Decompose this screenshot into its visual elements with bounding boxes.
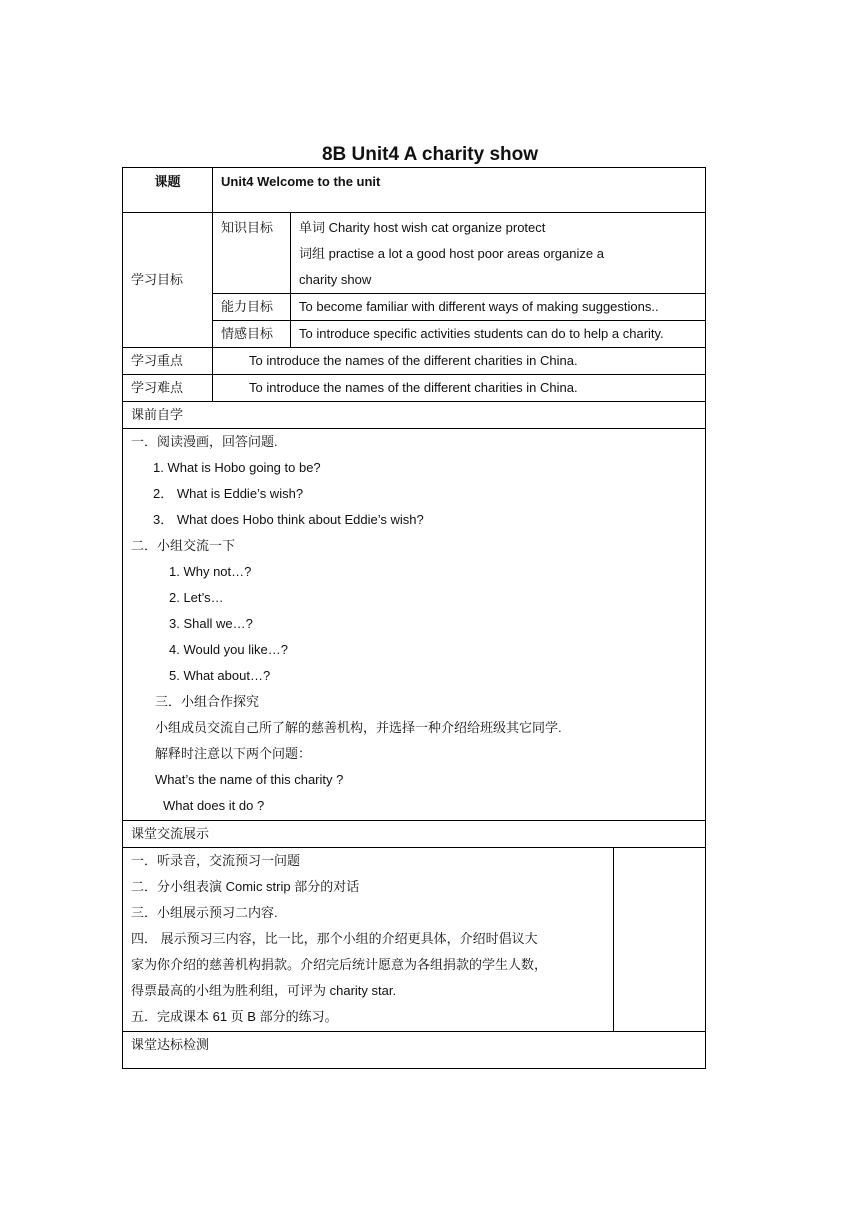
classroom-line: 一．听录音，交流预习一问题 [131, 853, 301, 868]
preview-line: 2. Let’s… [169, 590, 224, 605]
preview-line: What does it do ? [163, 798, 265, 813]
preview-line: 4. Would you like…? [169, 642, 288, 657]
classroom-line: 三．小组展示预习二内容. [131, 905, 278, 920]
classroom-line: 得票最高的小组为胜利组，可评为 charity star. [131, 983, 397, 998]
preview-line: 二．小组交流一下 [131, 538, 236, 553]
key-point-label: 学习重点 [123, 348, 213, 375]
difficulty-label: 学习难点 [123, 375, 213, 402]
preview-header-row [123, 402, 706, 429]
classroom-line: 家为你介绍的慈善机构捐款。介绍完后统计愿意为各组捐款的学生人数， [131, 957, 548, 972]
topic-label: 课题 [123, 168, 213, 213]
knowledge-line: 单词 Charity host wish cat organize protect [299, 220, 546, 235]
preview-line: 3． What does Hobo think about Eddie’s wish? [153, 512, 424, 527]
knowledge-line: 词组 practise a lot a good host poor areas organize a [299, 246, 604, 261]
topic-value: Unit4 Welcome to the unit [213, 168, 706, 213]
classroom-content-row [123, 848, 706, 1032]
preview-line: 5. What about…? [169, 668, 271, 683]
preview-line: What’s the name of this charity ? [155, 772, 344, 787]
classroom-line: 四． 展示预习三内容，比一比，那个小组的介绍更具体，介绍时倡议大 [131, 931, 538, 946]
preview-content [123, 429, 706, 821]
ability-text: To become familiar with different ways of making suggestions.. [291, 294, 706, 321]
preview-line: 3. Shall we…? [169, 616, 253, 631]
classroom-line: 二．分小组表演 Comic strip 部分的对话 [131, 879, 360, 894]
key-point-row [123, 348, 706, 375]
preview-line: 小组成员交流自己所了解的慈善机构，并选择一种介绍给班级其它同学. [155, 720, 562, 735]
emotion-label: 情感目标 [213, 321, 291, 348]
key-point-text: To introduce the names of the different charities in China. [213, 348, 706, 375]
objectives-label: 学习目标 [123, 213, 213, 348]
difficulty-text: To introduce the names of the different charities in China. [213, 375, 706, 402]
document-title: 8B Unit4 A charity show [321, 144, 539, 165]
difficulty-row [123, 375, 706, 402]
knowledge-content [291, 213, 706, 294]
preview-line: 三．小组合作探究 [155, 694, 260, 709]
knowledge-label: 知识目标 [213, 213, 291, 294]
knowledge-line: charity show [299, 272, 372, 287]
lesson-plan-table [122, 167, 706, 1069]
emotion-text: To introduce specific activities students can do to help a charity. [291, 321, 706, 348]
preview-line: 1. Why not…? [169, 564, 252, 579]
preview-label: 课前自学 [123, 402, 706, 429]
header-row [123, 168, 706, 213]
objectives-knowledge-row [123, 213, 706, 294]
classroom-line: 五．完成课本 61 页 B 部分的练习。 [131, 1009, 338, 1024]
preview-line: 1. What is Hobo going to be? [153, 460, 321, 475]
classroom-side-blank [614, 848, 706, 1032]
assessment-row [123, 1032, 706, 1069]
assessment-label: 课堂达标检测 [123, 1032, 706, 1069]
preview-content-row [123, 429, 706, 821]
preview-line: 一．阅读漫画，回答问题. [131, 434, 278, 449]
classroom-label: 课堂交流展示 [123, 821, 706, 848]
classroom-header-row [123, 821, 706, 848]
ability-label: 能力目标 [213, 294, 291, 321]
preview-line: 解释时注意以下两个问题： [155, 746, 312, 761]
classroom-content [123, 848, 614, 1032]
preview-line: 2． What is Eddie’s wish? [153, 486, 304, 501]
